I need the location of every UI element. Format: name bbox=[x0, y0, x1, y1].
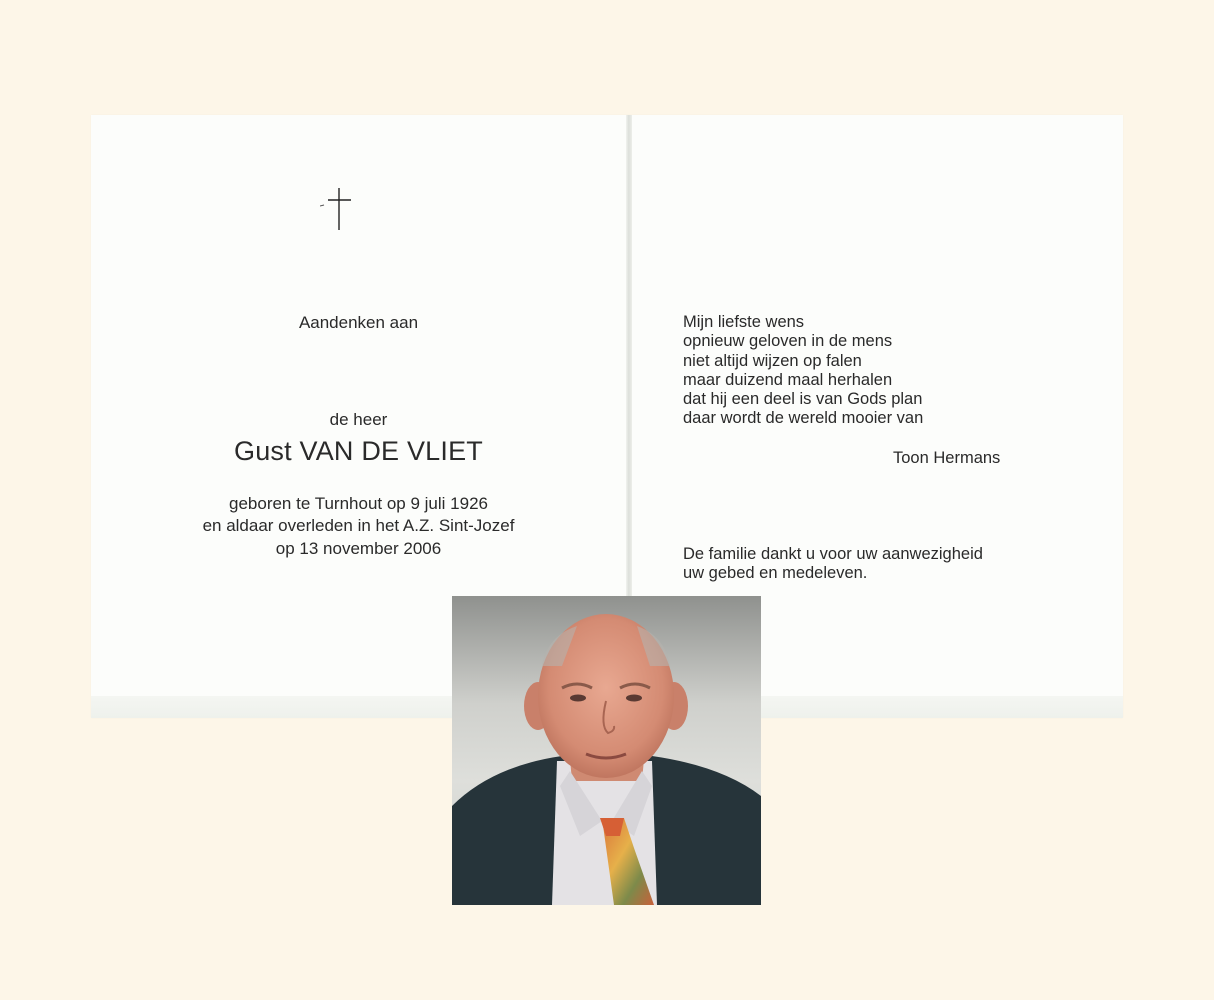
title-text: de heer bbox=[329, 410, 388, 429]
thanks-line: De familie dankt u voor uw aanwezigheid bbox=[683, 545, 983, 563]
poem-author: Toon Hermans bbox=[893, 449, 1001, 467]
poem bbox=[683, 313, 923, 429]
thanks-line: uw gebed en medeleven. bbox=[683, 564, 868, 583]
death-text: en aldaar overleden in het A.Z. Sint-Jozef bbox=[202, 516, 515, 535]
poem-line: daar wordt de wereld mooier van bbox=[683, 409, 924, 428]
poem-line: niet altijd wijzen op falen bbox=[683, 351, 862, 370]
cross-icon bbox=[320, 186, 354, 232]
deceased-name: Gust VAN DE VLIET bbox=[234, 436, 483, 466]
death-date-text: op 13 november 2006 bbox=[275, 539, 442, 558]
poem-line: maar duizend maal herhalen bbox=[683, 370, 893, 389]
poem-line: opnieuw geloven in de mens bbox=[683, 332, 893, 351]
birth-text: geboren te Turnhout op 9 juli 1926 bbox=[229, 494, 488, 513]
poem-line: Mijn liefste wens bbox=[683, 313, 805, 331]
portrait-photo bbox=[452, 596, 761, 905]
thanks-text bbox=[683, 545, 983, 584]
intro-text: Aandenken aan bbox=[298, 313, 419, 332]
poem-line: dat hij een deel is van Gods plan bbox=[683, 390, 923, 409]
